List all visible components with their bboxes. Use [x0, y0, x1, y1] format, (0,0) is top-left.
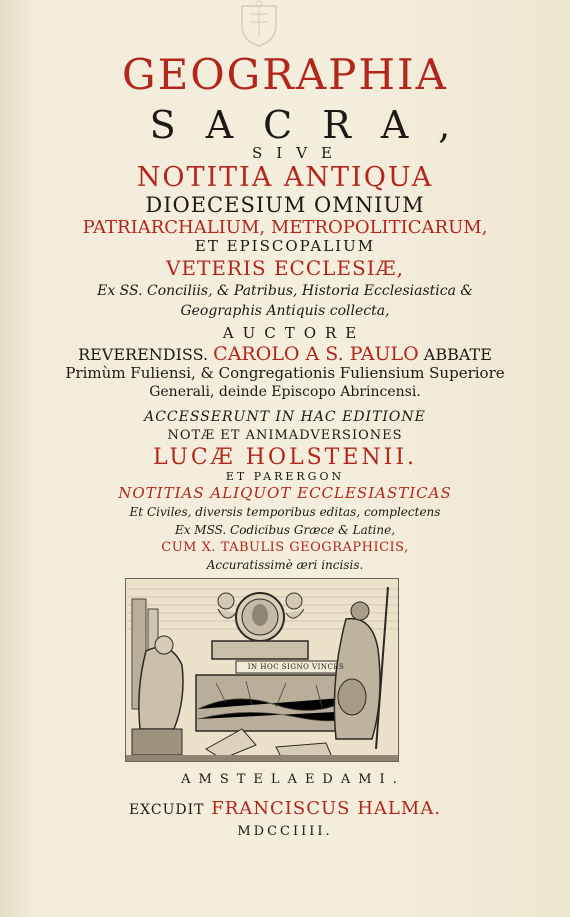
title-line-conciliis: Ex SS. Conciliis, & Patribus, Historia Ecclesiastica &: [97, 283, 473, 299]
title-line-sacra: SACRA,: [149, 103, 481, 147]
edition-line-notitias: NOTITIAS ALIQUOT ECCLESIASTICAS: [118, 484, 452, 502]
edition-line-accuratissime: Accuratissimè æri incisis.: [206, 558, 364, 572]
author-name: CAROLO A S. PAULO: [213, 343, 419, 365]
author-suffix: ABBATE: [423, 345, 492, 364]
title-line-notitia-antiqua: NOTITIA ANTIQUA: [136, 162, 434, 193]
title-line-patriarchalium: PATRIARCHALIUM, METROPOLITICARUM,: [82, 217, 488, 238]
blind-stamp-crest-icon: [232, 0, 286, 48]
edition-line-parergon: ET PARERGON: [225, 470, 345, 483]
title-line-sive: SIVE: [252, 144, 346, 162]
imprint-place: AMSTELAEDAMI.: [181, 772, 405, 787]
author-label: AUCTORE: [222, 324, 366, 342]
edition-line-holstenii: LUCÆ HOLSTENII.: [152, 445, 418, 470]
author-name-line: [0, 343, 570, 365]
author-prefix: REVERENDISS.: [78, 345, 209, 364]
edition-line-accesserunt: ACCESSERUNT IN HAC EDITIONE: [144, 409, 426, 425]
title-line-geographia: GEOGRAPHIA: [122, 50, 448, 99]
title-line-collecta: Geographis Antiquis collecta,: [180, 303, 390, 319]
edition-line-codicibus: Ex MSS. Codicibus Græce & Latine,: [174, 523, 396, 537]
imprint-year: MDCCIIII.: [237, 824, 333, 839]
imprint-printer-line: [0, 798, 570, 819]
title-line-episcopalium: ET EPISCOPALIUM: [194, 237, 376, 255]
author-line-abrincensi: Generali, deinde Episcopo Abrincensi.: [149, 384, 421, 400]
vignette-banner-text: IN HOC SIGNO VINCES: [247, 663, 345, 671]
imprint-printer: FRANCISCUS HALMA.: [211, 798, 442, 819]
engraved-vignette-image: [125, 578, 399, 762]
author-line-fuliensi: Primùm Fuliensi, & Congregationis Fuliensium Superiore: [65, 364, 505, 382]
edition-line-tabulis: CUM X. TABULIS GEOGRAPHICIS,: [161, 540, 409, 555]
edition-line-notae: NOTÆ ET ANIMADVERSIONES: [167, 428, 403, 443]
imprint-excudit: EXCUDIT: [128, 802, 205, 818]
title-line-dioecesium: DIOECESIUM OMNIUM: [145, 193, 425, 217]
edition-line-civiles: Et Civiles, diversis temporibus editas, complectens: [129, 505, 441, 519]
title-line-veteris-ecclesiae: VETERIS ECCLESIÆ,: [165, 256, 405, 280]
